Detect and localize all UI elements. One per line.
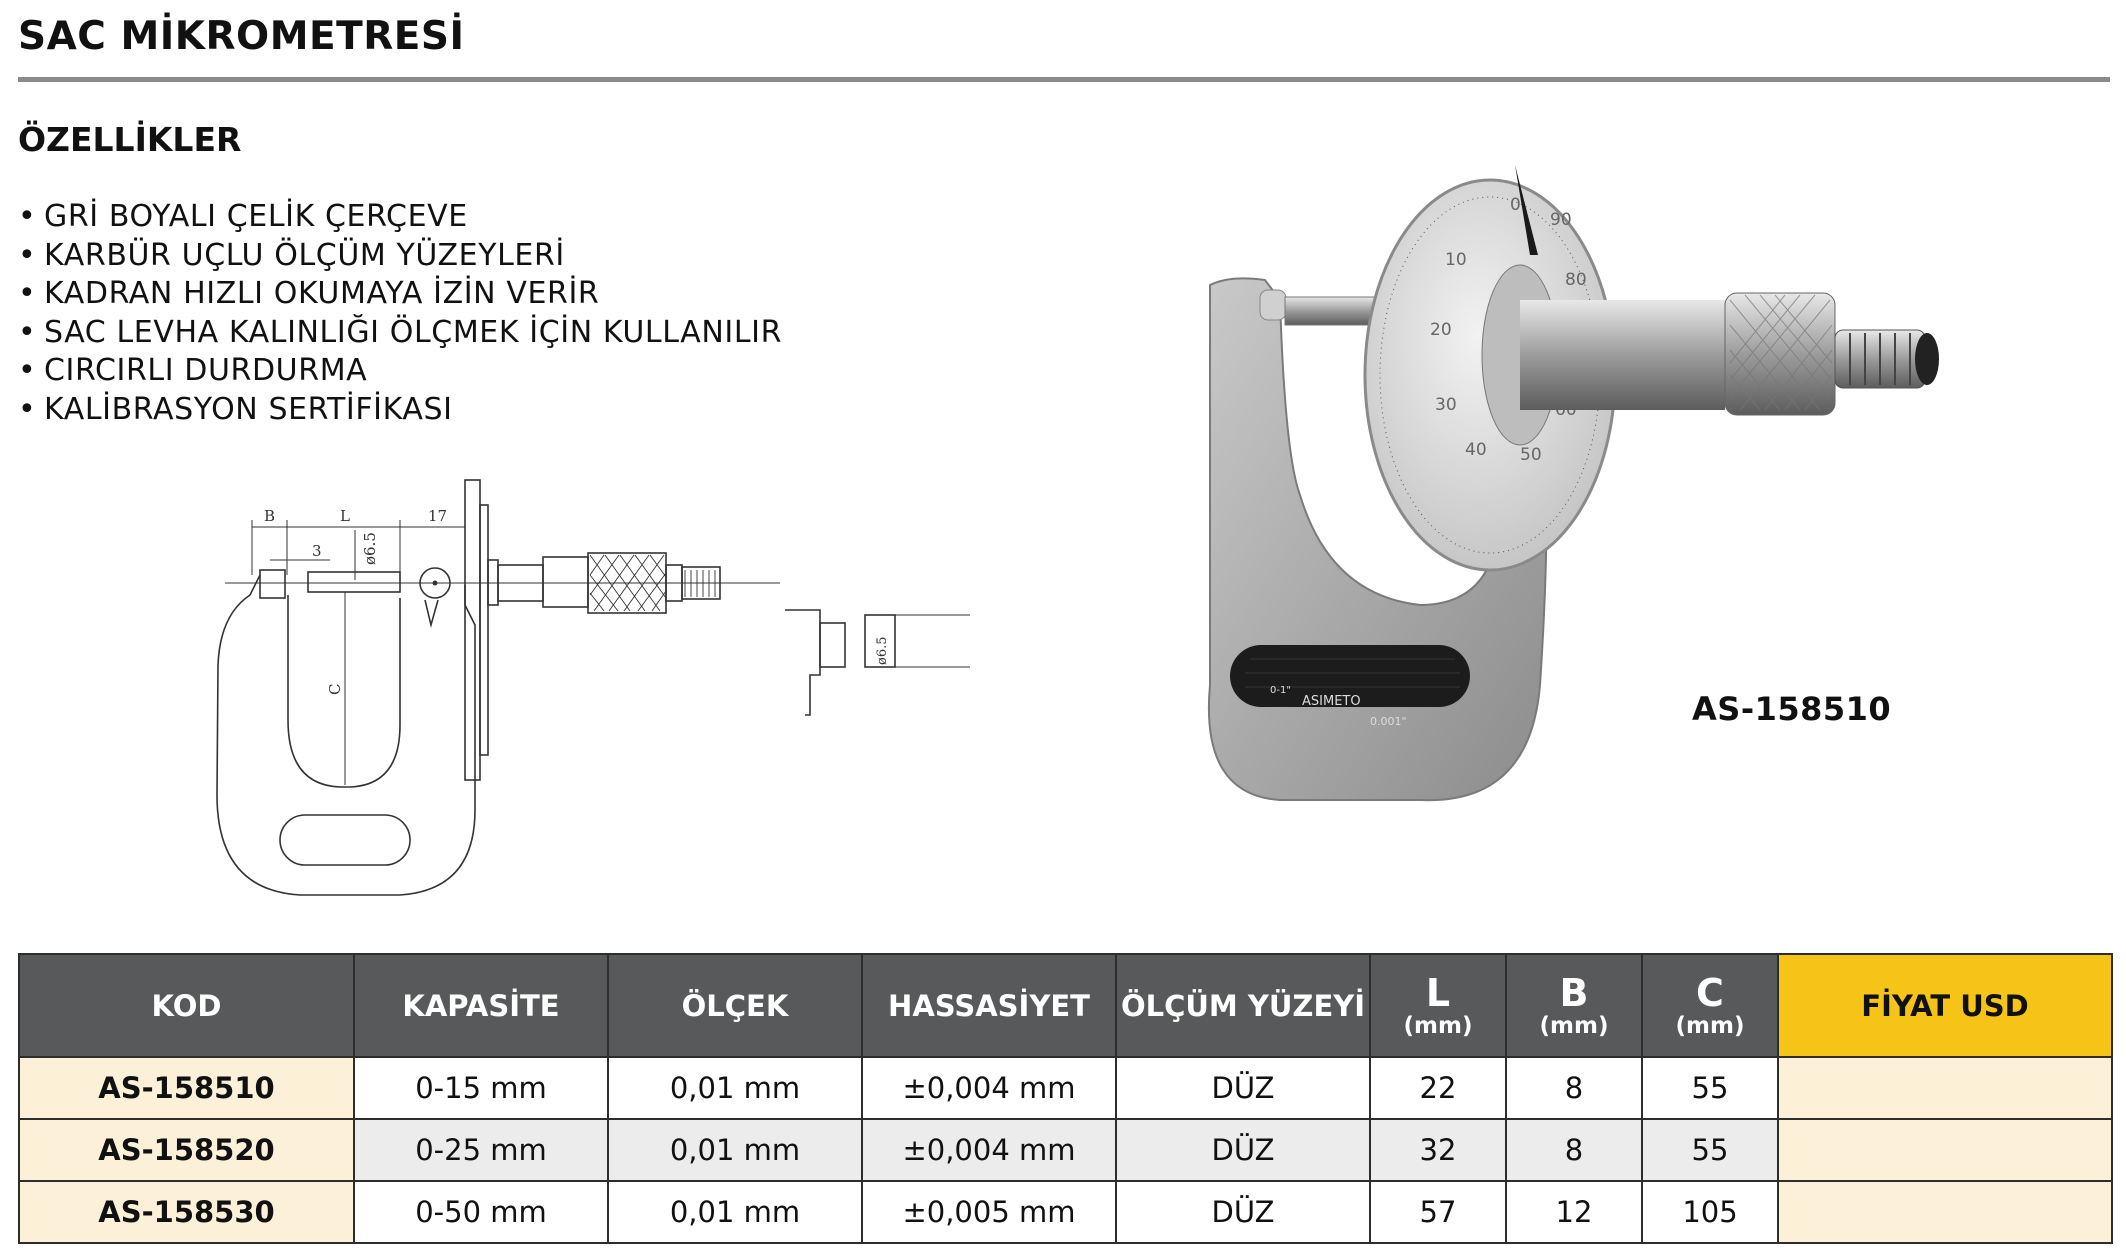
dial-num-20: 20 [1430, 320, 1452, 340]
table-header-row [19, 954, 2112, 1057]
dim-label-l: L [340, 507, 350, 525]
bullet-icon: • [18, 237, 37, 273]
cell-kapasite: 0-25 mm [354, 1119, 608, 1181]
cell-l: 32 [1370, 1119, 1506, 1181]
cell-c: 105 [1642, 1181, 1778, 1243]
cell-fiyat [1778, 1119, 2112, 1181]
feature-item: • GRİ BOYALI ÇELİK ÇERÇEVE [18, 198, 782, 237]
micrometer-sleeve [1520, 300, 1725, 410]
bullet-icon: • [18, 199, 37, 234]
cell-l: 57 [1370, 1181, 1506, 1243]
spec-table [18, 953, 2113, 1244]
col-header-hassasiyet: HASSASİYET [862, 954, 1116, 1057]
cell-fiyat [1778, 1057, 2112, 1119]
dim-label-c: C [326, 683, 344, 695]
table-row [19, 1181, 2112, 1243]
cell-kapasite: 0-15 mm [354, 1057, 608, 1119]
dim-label-diameter: ø6.5 [361, 532, 379, 565]
cell-hassasiyet: ±0,004 mm [862, 1119, 1116, 1181]
feature-item: • SAC LEVHA KALINLIĞI ÖLÇMEK İÇİN KULLANILIR [18, 314, 782, 353]
bullet-icon: • [18, 353, 37, 388]
thimble-knurl [1725, 293, 1835, 415]
cell-kapasite: 0-50 mm [354, 1181, 608, 1243]
plate-brand: ASIMETO [1302, 694, 1361, 709]
cell-b: 8 [1506, 1119, 1642, 1181]
feature-item: • KADRAN HIZLI OKUMAYA İZİN VERİR [18, 275, 782, 314]
cell-olcek: 0,01 mm [608, 1181, 862, 1243]
feature-item: • KALİBRASYON SERTİFİKASI [18, 391, 782, 430]
bullet-icon: • [18, 276, 37, 311]
page-title: SAC MİKROMETRESİ [18, 14, 465, 59]
cell-l: 22 [1370, 1057, 1506, 1119]
col-header-c: C (mm) [1642, 954, 1778, 1057]
dial-num-30: 30 [1435, 395, 1457, 415]
col-header-l: L (mm) [1370, 954, 1506, 1057]
cell-fiyat [1778, 1181, 2112, 1243]
cell-b: 8 [1506, 1057, 1642, 1119]
plate-resolution: 0.001" [1370, 715, 1407, 728]
cell-kod: AS-158520 [19, 1119, 354, 1181]
col-header-b: B (mm) [1506, 954, 1642, 1057]
cell-yuzey: DÜZ [1116, 1057, 1370, 1119]
dim-label-3: 3 [312, 542, 322, 560]
table-row [19, 1057, 2112, 1119]
dial-num-40: 40 [1465, 440, 1487, 460]
product-model-label: AS-158510 [1692, 690, 1892, 728]
col-header-kod: KOD [19, 954, 354, 1057]
col-header-fiyat: FİYAT USD [1778, 954, 2112, 1057]
dial-num-10: 10 [1445, 250, 1467, 270]
feature-item: • CIRCIRLI DURDURMA [18, 352, 782, 391]
cell-c: 55 [1642, 1119, 1778, 1181]
col-header-kapasite: KAPASİTE [354, 954, 608, 1057]
features-heading: ÖZELLİKLER [18, 120, 242, 159]
cell-kod: AS-158530 [19, 1181, 354, 1243]
cell-yuzey: DÜZ [1116, 1181, 1370, 1243]
dial-num-0: 0 [1510, 195, 1521, 215]
cell-yuzey: DÜZ [1116, 1119, 1370, 1181]
dim-label-b: B [264, 507, 276, 525]
cell-c: 55 [1642, 1057, 1778, 1119]
dial-num-80: 80 [1565, 270, 1587, 290]
title-divider [18, 77, 2110, 82]
table-row [19, 1119, 2112, 1181]
cell-b: 12 [1506, 1181, 1642, 1243]
dial-num-90: 90 [1550, 210, 1572, 230]
feature-item: • KARBÜR UÇLU ÖLÇÜM YÜZEYLERİ [18, 237, 782, 276]
col-header-olcek: ÖLÇEK [608, 954, 862, 1057]
dial-num-50: 50 [1520, 445, 1542, 465]
bullet-icon: • [18, 314, 37, 350]
technical-drawing [200, 465, 980, 905]
plate-range: 0-1" [1270, 685, 1291, 696]
col-header-olcum-yuzeyi: ÖLÇÜM YÜZEYİ [1116, 954, 1370, 1057]
bullet-icon: • [18, 391, 37, 427]
cell-hassasiyet: ±0,005 mm [862, 1181, 1116, 1243]
frame-outline [217, 575, 475, 895]
dim-label-17: 17 [428, 507, 448, 525]
cell-olcek: 0,01 mm [608, 1057, 862, 1119]
detail-label-diameter: ø6.5 [875, 636, 890, 665]
cell-hassasiyet: ±0,004 mm [862, 1057, 1116, 1119]
cell-kod: AS-158510 [19, 1057, 354, 1119]
cell-olcek: 0,01 mm [608, 1119, 862, 1181]
feature-list [18, 198, 782, 429]
